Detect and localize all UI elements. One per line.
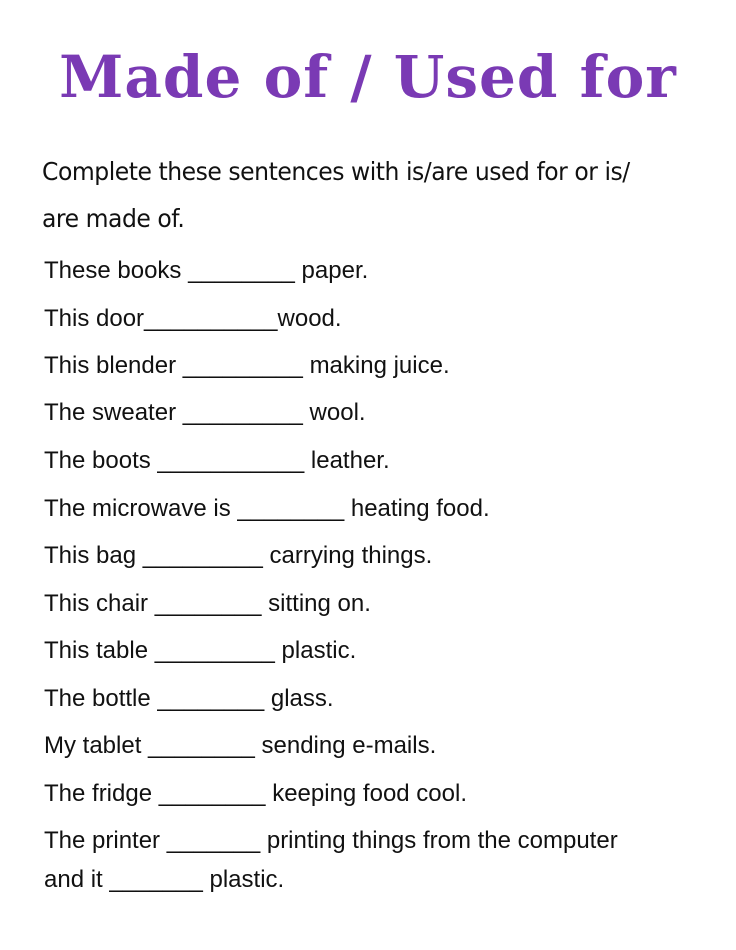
sentence-10 [44,684,334,714]
sentence-11 [44,731,436,761]
answer-blank: ________ [158,780,266,807]
sentence-start: This chair [44,590,149,617]
sentence-start: This bag [44,542,137,569]
sentence-end: leather. [310,447,390,474]
sentence-3 [44,351,450,381]
sentence-end: plastic. [209,866,285,893]
answer-blank: ________ [237,495,345,522]
answer-blank: _________ [142,542,263,569]
sentence-end: making juice. [309,352,450,379]
answer-blank: _________ [182,399,303,426]
answer-blank: __________ [144,305,278,332]
sentence-end: paper. [301,257,369,284]
sentence-8 [44,589,371,619]
sentence-end: wood. [277,305,342,332]
sentence-7 [44,541,432,571]
sentence-end: glass. [270,685,334,712]
sentence-end: printing things from the computer [266,827,618,854]
answer-blank: ________ [154,590,262,617]
sentence-start: The bottle [44,685,151,712]
sentence-start: The fridge [44,780,153,807]
sentence-end: plastic. [281,637,357,664]
answer-blank: _______ [109,866,203,893]
sentence-14 [44,865,284,895]
sentence-5 [44,446,390,476]
answer-blank: ________ [188,257,295,284]
worksheet-title: Made of / Used for [59,43,677,111]
sentence-start: The printer [44,827,161,854]
answer-blank: _________ [154,637,275,664]
sentence-start: This table [44,637,149,664]
sentence-6 [44,494,490,524]
sentence-end: heating food. [350,495,490,522]
sentence-1 [44,256,368,286]
sentence-2 [44,304,342,334]
sentence-end: wool. [309,399,366,426]
sentence-end: sending e-mails. [261,732,437,759]
sentence-start: The sweater [44,399,177,426]
sentence-start: The boots [44,447,151,474]
sentence-start: These books [44,257,182,284]
answer-blank: _______ [166,827,261,854]
sentence-13 [44,826,618,856]
sentence-start: The microwave is [44,495,231,522]
sentence-start: My tablet [44,732,142,759]
sentence-start: This door [44,305,145,332]
sentence-end: keeping food cool. [272,780,467,807]
answer-blank: ___________ [157,447,305,474]
instructions: Complete these sentences with is/are used for or is/ are made of. [42,157,630,233]
sentence-end: carrying things. [269,542,433,569]
sentence-start: This blender [44,352,177,379]
sentence-end: sitting on. [268,590,371,617]
sentence-start: and it [44,866,103,893]
answer-blank: _________ [182,352,303,379]
sentence-12 [44,779,467,809]
sentence-4 [44,398,366,428]
sentence-9 [44,636,356,666]
answer-blank: ________ [157,685,265,712]
answer-blank: ________ [148,732,255,759]
